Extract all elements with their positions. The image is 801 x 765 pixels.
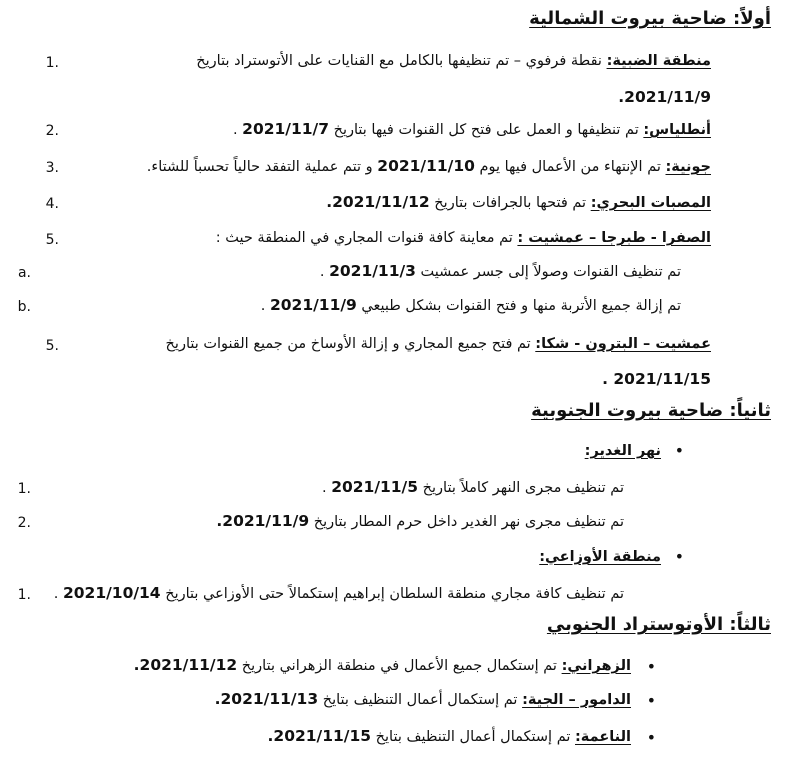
item-number: .1 <box>45 55 59 71</box>
item-number: .3 <box>45 160 59 176</box>
item-text: تم إزالة جميع الأتربة منها و فتح القنوات بشكل طبيعي <box>356 298 681 314</box>
item-text: تم إستكمال أعمال التنظيف بتايخ <box>371 729 575 745</box>
item-text: تم تنظيف كافة مجاري منطقة السلطان إبراهيم إستكمالاً حتى الأوزاعي بتاريخ <box>160 586 624 602</box>
list-item-ouzai-1 <box>54 582 624 605</box>
list-item-antelias <box>233 118 711 141</box>
item-text: تم إستكمال جميع الأعمال في منطقة الزهراني بتاريخ <box>237 658 562 674</box>
item-number: .4 <box>45 196 59 212</box>
item-label: أنطلياس: <box>643 122 711 138</box>
item-date: 2021/11/7 <box>242 120 329 138</box>
item-text: تم تنظيف القنوات وصولاً إلى جسر عمشيت <box>415 264 681 280</box>
bullet-icon: • <box>646 691 656 710</box>
item-text: تم الإنتهاء من الأعمال فيها يوم <box>474 159 666 175</box>
item-date: 2021/11/10 <box>377 157 475 175</box>
item-text: تم فتح جميع المجاري و إزالة الأوساخ من جميع القنوات بتاريخ <box>165 336 536 352</box>
list-item-zahrani <box>134 654 631 677</box>
item-date: 2021/11/9 <box>269 296 357 314</box>
item-label: عمشيت – البترون - شكا: <box>535 336 711 352</box>
item-label: الناعمة: <box>575 729 631 745</box>
list-item-damour-jiyeh <box>215 688 631 711</box>
list-item-naameh <box>268 725 631 748</box>
list-item-safra-tabarja <box>216 227 711 249</box>
item-text: نقطة فرفوي – تم تنظيفها بالكامل مع القنايات على الأتوستراد بتاريخ <box>196 53 607 69</box>
item-date: 2021/11/13. <box>214 690 319 708</box>
item-tail: و تتم عملية التفقد حالياً تحسباً للشتاء. <box>146 159 378 175</box>
bullet-icon: • <box>674 441 684 460</box>
list-item-ghadir-1 <box>322 476 624 499</box>
item-number: .2 <box>45 123 59 139</box>
item-label: جونية: <box>665 159 711 175</box>
subitem-letter: .b <box>17 299 31 315</box>
item-number: .5 <box>45 232 59 248</box>
item-text: تم فتحها بالجرافات بتاريخ <box>429 195 591 211</box>
item-tail: . <box>319 264 330 280</box>
item-date: 2021/11/5 <box>331 478 419 496</box>
item-number: .2 <box>17 515 31 531</box>
item-label: منطقة الضبية: <box>606 53 711 69</box>
list-item-sea-outlets <box>326 191 711 214</box>
group-label-ouzai <box>539 546 661 568</box>
bullet-icon: • <box>646 657 656 676</box>
item-date: 2021/11/15. <box>267 727 372 745</box>
list-item-amchit-batroun <box>166 333 711 355</box>
bullet-icon: • <box>646 728 656 747</box>
item-tail: . <box>232 122 243 138</box>
group-label: نهر الغدير: <box>584 443 661 459</box>
subitem-letter: .a <box>17 265 31 281</box>
item-date: 2021/11/9. <box>618 88 711 106</box>
list-item-ghadir-2 <box>216 510 624 533</box>
item-tail: . <box>321 480 332 496</box>
item-label: الزهراني: <box>561 658 631 674</box>
group-label-ghadir <box>585 440 661 462</box>
item-tail: . <box>53 586 63 602</box>
item-text: تم تنظيف مجرى النهر كاملاً بتاريخ <box>418 480 624 496</box>
group-label: منطقة الأوزاعي: <box>539 549 661 565</box>
item-text: تم إستكمال أعمال التنظيف بتايخ <box>318 692 523 708</box>
item-date: 2021/11/12. <box>326 193 430 211</box>
item-tail: . <box>260 298 270 314</box>
section-3-title: ثالثاً: الأوتوستراد الجنوبي <box>546 614 771 635</box>
list-item-jounieh <box>147 155 711 178</box>
item-date: 2021/11/15 . <box>602 370 711 388</box>
bullet-icon: • <box>674 547 684 566</box>
item-number: .1 <box>17 587 31 603</box>
item-date: 2021/11/3 <box>329 262 416 280</box>
item-text: تم تنظيف مجرى نهر الغدير داخل حرم المطار بتاريخ <box>309 514 624 530</box>
section-2-title: ثانياً: ضاحية بيروت الجنوبية <box>531 400 771 421</box>
item-date: 2021/10/14 <box>62 584 161 602</box>
item-date: 2021/11/12. <box>133 656 238 674</box>
list-item-dbayeh <box>196 50 711 72</box>
item-number: .1 <box>17 481 31 497</box>
item-text: تم معاينة كافة قنوات المجاري في المنطقة حيث : <box>215 230 518 246</box>
item-continuation <box>602 368 711 391</box>
sublist-item-b <box>261 294 681 317</box>
item-date: 2021/11/9. <box>216 512 310 530</box>
sublist-item-a <box>320 260 681 283</box>
item-continuation <box>618 86 711 109</box>
item-label: المصبات البحري: <box>590 195 711 211</box>
section-1-title: أولاً: ضاحية بيروت الشمالية <box>529 8 771 29</box>
item-text: تم تنظيفها و العمل على فتح كل القنوات فيها بتاريخ <box>328 122 644 138</box>
item-label: الدامور – الجية: <box>522 692 631 708</box>
item-label: الصفرا - طبرجا – عمشيت : <box>517 230 711 246</box>
item-number: .5 <box>45 338 59 354</box>
